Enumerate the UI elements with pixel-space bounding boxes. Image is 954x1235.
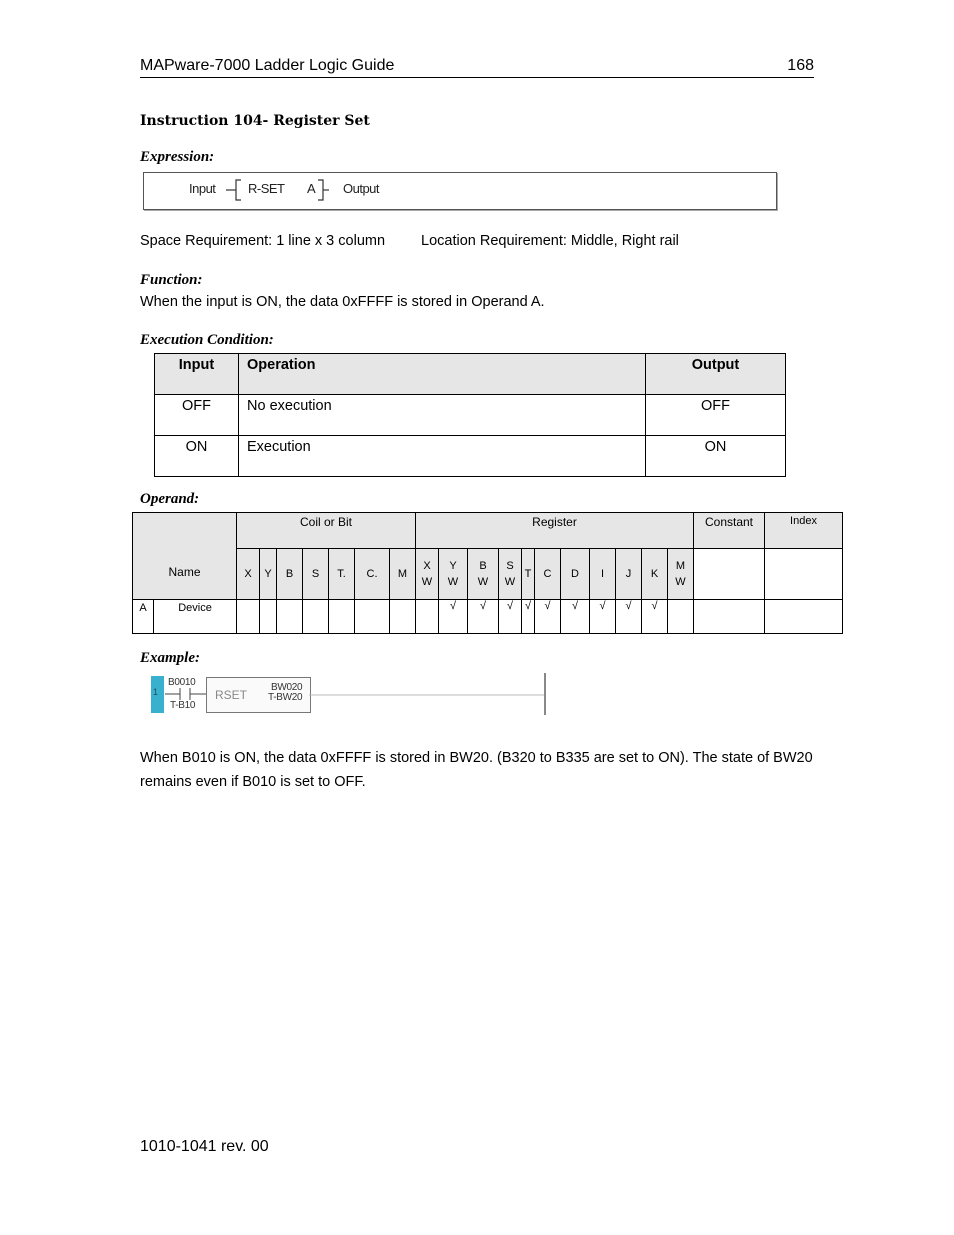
expression-heading: Expression: (140, 149, 215, 165)
operand-col-c-dot: C. (355, 549, 390, 600)
operand-check: √ (522, 600, 535, 634)
execution-cell: OFF (646, 395, 786, 436)
operand-col-index (765, 549, 843, 600)
operand-row-label: A (133, 600, 154, 634)
operand-check: √ (642, 600, 668, 634)
example-ladder-diagram (149, 671, 554, 717)
operand-check (416, 600, 439, 634)
operand-group-coil: Coil or Bit (237, 513, 416, 549)
instruction-left-bracket-icon (224, 178, 246, 202)
function-text: When the input is ON, the data 0xFFFF is stored in Operand A. (140, 294, 545, 310)
operand-col-xw: X W (416, 549, 439, 600)
operand-check: √ (499, 600, 522, 634)
contact-tag: T-B10 (170, 700, 196, 711)
execution-header-row (155, 354, 786, 395)
operand-constant-cell (694, 600, 765, 634)
contact-address: B0010 (168, 677, 196, 688)
operand-group-constant: Constant (694, 513, 765, 549)
operand-col-t: T (522, 549, 535, 600)
contact-symbol-icon (165, 687, 207, 701)
operand-check: √ (590, 600, 616, 634)
table-row (155, 436, 786, 477)
operand-col-y: Y (260, 549, 277, 600)
operand-col-bw: B W (468, 549, 499, 600)
location-requirement: Location Requirement: Middle, Right rail (421, 233, 679, 249)
execution-cell: OFF (155, 395, 239, 436)
operand-row-name: Device (154, 600, 237, 634)
rset-mnemonic: RSET (215, 688, 248, 702)
operand-check: √ (439, 600, 468, 634)
execution-header-output: Output (646, 354, 786, 395)
operand-check: √ (535, 600, 561, 634)
operand-col-constant (694, 549, 765, 600)
execution-cell: Execution (239, 436, 646, 477)
page-header (140, 56, 814, 78)
operand-check (303, 600, 329, 634)
rset-block (206, 677, 311, 713)
operand-group-row (133, 513, 843, 549)
operand-check (260, 600, 277, 634)
table-row (133, 600, 843, 634)
execution-cell: ON (646, 436, 786, 477)
operand-check (668, 600, 694, 634)
instruction-right-bracket-icon (314, 178, 330, 202)
operand-check: √ (616, 600, 642, 634)
operand-check: √ (561, 600, 590, 634)
example-description: When B010 is ON, the data 0xFFFF is stored in BW20. (B320 to B335 are set to ON). The state of BW20 remains even if B010 is set to OFF. (140, 750, 813, 790)
rung-number: 1 (153, 687, 159, 697)
operand-check (390, 600, 416, 634)
operand-index-cell (765, 600, 843, 634)
expression-input-label: Input (189, 181, 216, 196)
execution-table (154, 353, 786, 477)
operand-col-x: X (237, 549, 260, 600)
operand-col-d: D (561, 549, 590, 600)
operand-column-row (133, 549, 843, 600)
expression-mnemonic: R-SET (248, 181, 285, 196)
operand-check (355, 600, 390, 634)
operand-col-t-dot: T. (329, 549, 355, 600)
operand-col-sw: S W (499, 549, 522, 600)
execution-header-operation: Operation (239, 354, 646, 395)
operand-col-mw: M W (668, 549, 694, 600)
expression-diagram (143, 172, 777, 210)
operand-check (277, 600, 303, 634)
operand-col-i: I (590, 549, 616, 600)
operand-col-yw: Y W (439, 549, 468, 600)
operand-name-header (133, 513, 237, 600)
operand-col-j: J (616, 549, 642, 600)
instruction-title: Instruction 104- Register Set (140, 113, 370, 129)
operand-check (329, 600, 355, 634)
rung-wire-icon (309, 671, 554, 717)
example-heading: Example: (140, 650, 200, 666)
operand-col-s: S (303, 549, 329, 600)
operand-check: √ (468, 600, 499, 634)
operand-group-register: Register (416, 513, 694, 549)
rset-operand-tag: T-BW20 (268, 692, 303, 703)
execution-cell: No execution (239, 395, 646, 436)
function-heading: Function: (140, 272, 203, 288)
execution-cell: ON (155, 436, 239, 477)
execution-heading: Execution Condition: (140, 332, 274, 348)
operand-col-c: C (535, 549, 561, 600)
operand-name-label: Name (168, 565, 201, 579)
page-footer: 1010-1041 rev. 00 (140, 1138, 269, 1155)
page-number: 168 (787, 57, 814, 74)
operand-table (132, 512, 843, 634)
operand-group-index: Index (765, 513, 843, 549)
rset-operand-address: BW020 (271, 682, 303, 693)
space-requirement: Space Requirement: 1 line x 3 column (140, 233, 386, 249)
document-title: MAPware-7000 Ladder Logic Guide (140, 57, 395, 74)
table-row (155, 395, 786, 436)
operand-col-m: M (390, 549, 416, 600)
execution-header-input: Input (155, 354, 239, 395)
operand-check (237, 600, 260, 634)
expression-operand: A (307, 181, 316, 196)
operand-heading: Operand: (140, 491, 200, 507)
expression-output-label: Output (343, 181, 380, 196)
operand-col-b: B (277, 549, 303, 600)
operand-col-k: K (642, 549, 668, 600)
